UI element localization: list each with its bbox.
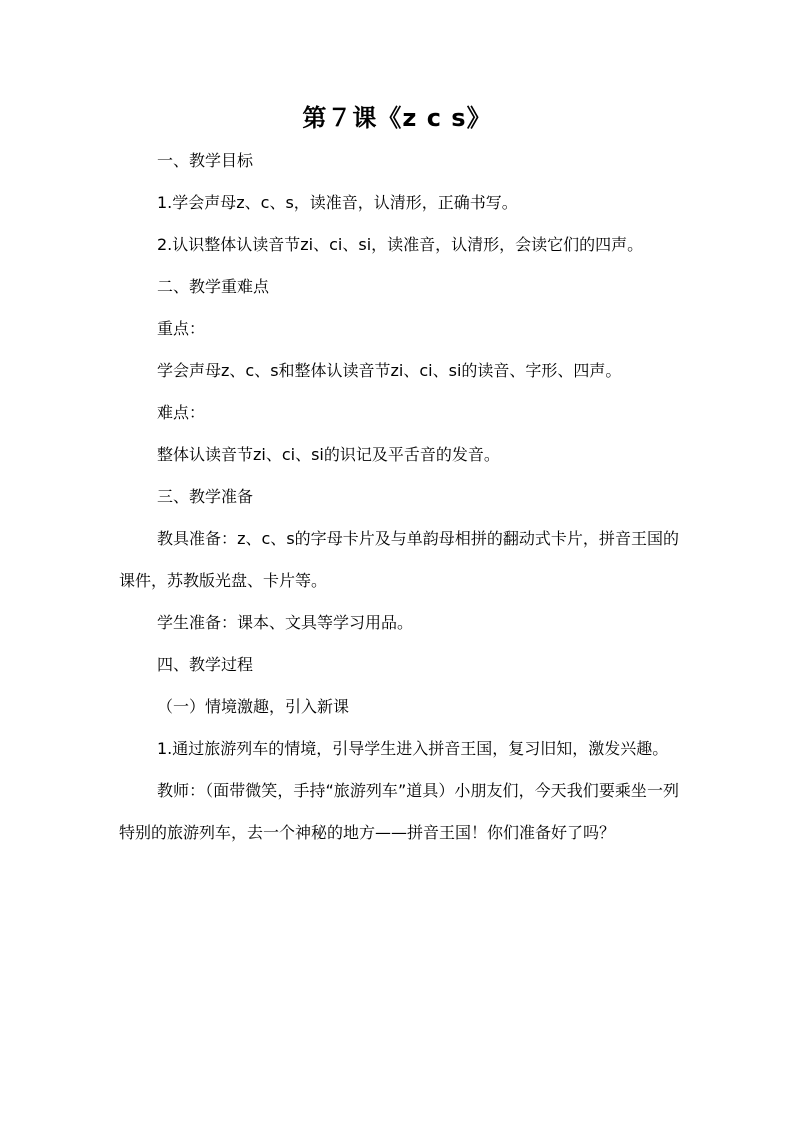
student-preparation: 学生准备：课本、文具等学习用品。: [157, 613, 414, 632]
objective-item-2: 2.认识整体认读音节zi、ci、si，读准音，认清形，会读它们的四声。: [157, 235, 644, 254]
key-point-text: 学会声母z、c、s和整体认读音节zi、ci、si的读音、字形、四声。: [157, 361, 622, 380]
section-heading-process: 四、教学过程: [157, 655, 254, 674]
difficulty-text: 整体认读音节zi、ci、si的识记及平舌音的发音。: [157, 445, 500, 464]
section-heading-preparation: 三、教学准备: [157, 487, 254, 506]
section-heading-objectives: 一、教学目标: [157, 151, 254, 170]
page-title: 第７课《z c s》: [302, 104, 492, 132]
key-point-label: 重点：: [157, 319, 206, 338]
teacher-dialogue: 教师：（面带微笑，手持“旅游列车”道具）小朋友们，今天我们要乘坐一列特别的旅游列车，去一个神秘的地方——拼音王国！你们准备好了吗？: [119, 781, 679, 842]
teacher-preparation: 教具准备：z、c、s的字母卡片及与单韵母相拼的翻动式卡片，拼音王国的课件，苏教版光盘、卡片等。: [119, 529, 679, 590]
difficulty-label: 难点：: [157, 403, 206, 422]
section-heading-key-points: 二、教学重难点: [157, 277, 270, 296]
process-step-1: 1.通过旅游列车的情境，引导学生进入拼音王国，复习旧知，激发兴趣。: [157, 739, 669, 758]
document-body: [119, 140, 679, 854]
process-subheading-1: （一）情境激趣，引入新课: [157, 697, 350, 716]
objective-item-1: 1.学会声母z、c、s，读准音，认清形，正确书写。: [157, 193, 518, 212]
